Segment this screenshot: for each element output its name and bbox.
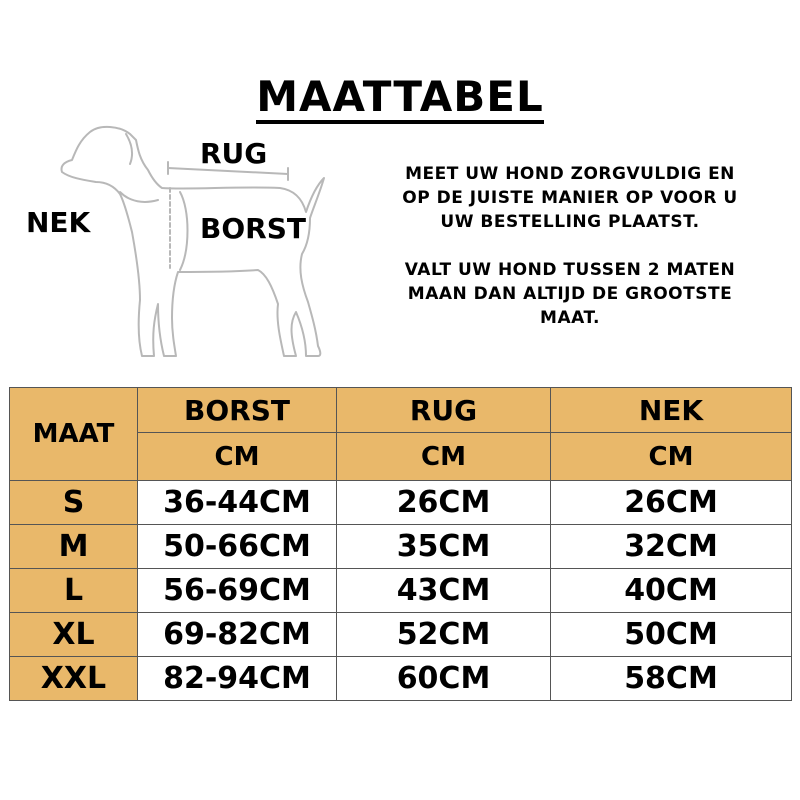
rug-cell: 52CM: [337, 613, 551, 657]
borst-cell: 82-94CM: [138, 657, 337, 701]
page-title: MAATTABEL: [0, 72, 800, 124]
borst-cell: 56-69CM: [138, 569, 337, 613]
maat-header: MAAT: [10, 388, 138, 481]
table-row: [10, 613, 792, 657]
nek-cell: 26CM: [551, 481, 792, 525]
rug-label: RUG: [200, 137, 268, 170]
rug-cell: 26CM: [337, 481, 551, 525]
nek-cell: 32CM: [551, 525, 792, 569]
rug-header: RUG: [337, 388, 551, 433]
rug-cell: 35CM: [337, 525, 551, 569]
size-cell: XL: [10, 613, 138, 657]
borst-cell: 50-66CM: [138, 525, 337, 569]
rug-cell: 43CM: [337, 569, 551, 613]
size-table: [9, 387, 792, 701]
borst-label: BORST: [200, 212, 306, 245]
table-row: [10, 481, 792, 525]
size-cell: S: [10, 481, 138, 525]
table-row: [10, 569, 792, 613]
nek-header: NEK: [551, 388, 792, 433]
measure-instructions: MEET UW HOND ZORGVULDIG EN OP DE JUISTE MANIER OP VOOR U UW BESTELLING PLAATST.: [402, 164, 738, 232]
rug-cell: 60CM: [337, 657, 551, 701]
borst-cell: 69-82CM: [138, 613, 337, 657]
size-advice: VALT UW HOND TUSSEN 2 MATEN MAAN DAN ALTIJD DE GROOTSTE MAAT.: [404, 260, 736, 328]
nek-label: NEK: [26, 206, 91, 239]
rug-unit: CM: [337, 433, 551, 481]
borst-unit: CM: [138, 433, 337, 481]
size-cell: XXL: [10, 657, 138, 701]
borst-cell: 36-44CM: [138, 481, 337, 525]
size-cell: M: [10, 525, 138, 569]
nek-cell: 50CM: [551, 613, 792, 657]
table-row: [10, 657, 792, 701]
nek-unit: CM: [551, 433, 792, 481]
nek-cell: 40CM: [551, 569, 792, 613]
borst-header: BORST: [138, 388, 337, 433]
size-cell: L: [10, 569, 138, 613]
nek-cell: 58CM: [551, 657, 792, 701]
header-row: [10, 388, 792, 433]
table-row: [10, 525, 792, 569]
